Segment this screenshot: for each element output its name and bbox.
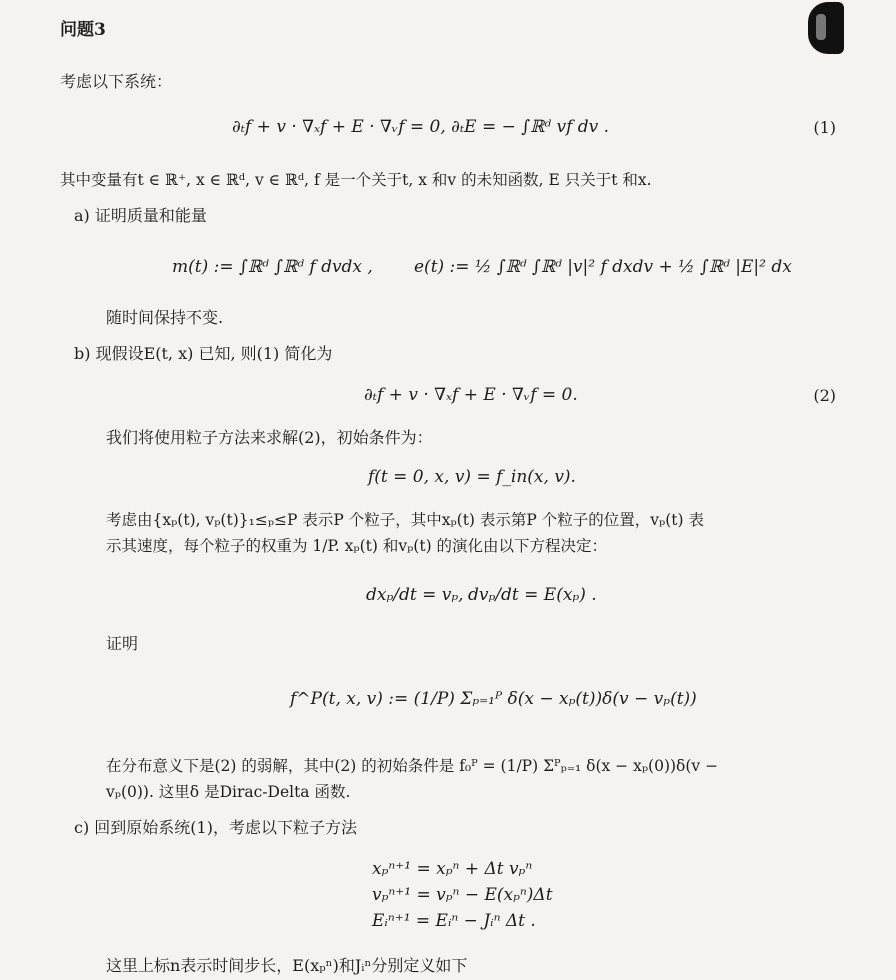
problem-title: 问题3 xyxy=(60,20,106,40)
weak-solution-line-1: 在分布意义下是(2) 的弱解，其中(2) 的初始条件是 f₀ᴾ = (1/P) Σᴾₚ₌₁ δ(x − xₚ(0))δ(v − xyxy=(106,757,719,775)
variables-description: 其中变量有t ∈ ℝ⁺, x ∈ ℝᵈ, v ∈ ℝᵈ, f 是一个关于t, x 和v 的未知函数, E 只关于t 和x. xyxy=(60,171,652,189)
empirical-distribution: f^P(t, x, v) := (1/P) Σₚ₌₁ᴾ δ(x − xₚ(t))δ(v − vₚ(t)) xyxy=(290,689,697,709)
part-b-label: b) 现假设E(t, x) 已知, 则(1) 简化为 xyxy=(74,344,333,363)
intro-text: 考虑以下系统： xyxy=(60,72,173,91)
particle-description-line-1: 考虑由{xₚ(t), vₚ(t)}₁≤ₚ≤P 表示P 个粒子，其中xₚ(t) 表示第P 个粒子的位置，vₚ(t) 表 xyxy=(106,511,704,529)
part-c-explanation: 这里上标n表示时间步长，E(xₚⁿ)和Jᵢⁿ分别定义如下 xyxy=(106,956,468,975)
particle-method-intro: 我们将使用粒子方法来求解(2)，初始条件为： xyxy=(106,428,433,447)
corner-highlight-decoration xyxy=(816,14,826,40)
prove-label: 证明 xyxy=(106,634,139,653)
initial-condition: f(t = 0, x, v) = f_in(x, v). xyxy=(368,467,576,487)
equation-1: ∂ₜf + v · ∇ₓf + E · ∇ᵥf = 0, ∂ₜE = − ∫ℝᵈ vf dv . xyxy=(232,117,610,137)
weak-solution-line-2: vₚ(0)). 这里δ 是Dirac-Delta 函数. xyxy=(106,783,351,801)
mass-definition: m(t) := ∫ℝᵈ ∫ℝᵈ f dvdx , xyxy=(172,257,373,277)
part-c-label: c) 回到原始系统(1)，考虑以下粒子方法 xyxy=(74,818,357,837)
equation-2: ∂ₜf + v · ∇ₓf + E · ∇ᵥf = 0. xyxy=(364,385,578,405)
scheme-velocity-update: vₚⁿ⁺¹ = vₚⁿ − E(xₚⁿ)Δt xyxy=(372,885,553,905)
equation-2-number: (2) xyxy=(813,386,836,405)
ode-position: dxₚ/dt = vₚ, xyxy=(366,585,464,605)
energy-definition: e(t) := ½ ∫ℝᵈ ∫ℝᵈ |v|² f dxdv + ½ ∫ℝᵈ |E|² dx xyxy=(414,257,792,277)
equation-1-number: (1) xyxy=(813,118,836,137)
ode-velocity: dvₚ/dt = E(xₚ) . xyxy=(468,585,597,605)
scheme-position-update: xₚⁿ⁺¹ = xₚⁿ + Δt vₚⁿ xyxy=(372,859,533,879)
part-a-conclusion: 随时间保持不变. xyxy=(106,308,224,327)
particle-description-line-2: 示其速度，每个粒子的权重为 1/P. xₚ(t) 和vₚ(t) 的演化由以下方程决定： xyxy=(106,537,608,555)
part-a-label: a) 证明质量和能量 xyxy=(74,206,207,225)
scheme-field-update: Eᵢⁿ⁺¹ = Eᵢⁿ − Jᵢⁿ Δt . xyxy=(372,911,536,931)
corner-shadow-decoration xyxy=(808,2,844,54)
